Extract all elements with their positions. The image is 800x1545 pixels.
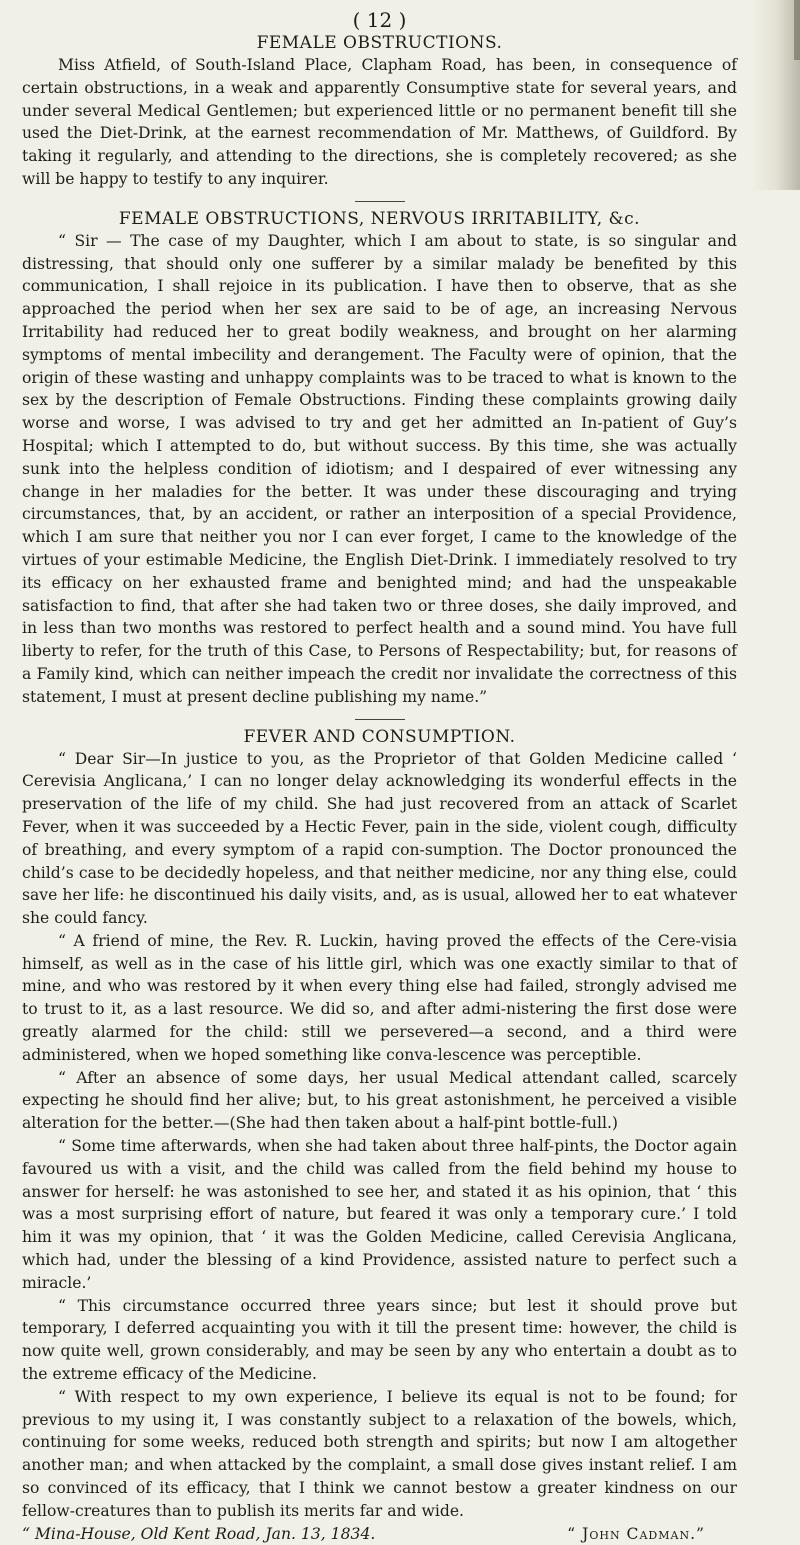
section-heading: FEVER AND CONSUMPTION.: [243, 726, 516, 747]
page-edge-shadow: [752, 0, 800, 190]
paragraph: “ Sir — The case of my Daughter, which I am about to state, is so singular and distressing, that should only one sufferer by a similar malady be benefited by this communication, I shall rejoice in its publication. I have then to observe, that as she approached the period when her sex are said to be of age, an increasing Nervous Irritability had reduced her to great bodily weakness, and brought on her alarming symptoms of mental imbecility and derangement. The Faculty were of opinion, that the origin of these wasting and unhappy complaints was to be traced to what is known to the sex by the description of Female Obstructions. Finding these complaints growing daily worse and worse, I was advised to try and get her admitted an In-patient of Guy’s Hospital; which I attempted to do, but without success. By this time, she was actually sunk into the helpless condition of idiotism; and I despaired of ever witnessing any change in her maladies for the better. It was under these discouraging and trying circumstances, that, by an accident, or rather an interposition of a special Providence, which I am sure that neither you nor I can ever forget, I came to the knowledge of the virtues of your estimable Medicine, the English Diet-Drink. I immediately resolved to try its efficacy on her exhausted frame and benighted mind; and had the unspeakable satisfaction to find, that after she had taken two or three doses, she daily improved, and in less than two months was restored to perfect health and a sound mind. You have full liberty to refer, for the truth of this Case, to Persons of Respectability; but, for reasons of a Family kind, which can neither impeach the credit nor invalidate the correctness of this statement, I must at present decline publishing my name.”: [22, 231, 737, 706]
signature-place-date: “ Mina-House, Old Kent Road, Jan. 13, 1834.: [22, 1524, 376, 1543]
divider: [355, 201, 405, 202]
signature-name: “ John Cadman.”: [567, 1524, 705, 1543]
section-female-obstructions: [22, 32, 737, 191]
paragraph: “ A friend of mine, the Rev. R. Luckin, having proved the effects of the Cere-visia himself, as well as in the case of his little girl, which was one exactly similar to that of mine, and who was restored by it when every thing else had failed, strongly advised me to trust to it, as a last resource. We did so, and after admi-nistering the first dose were greatly alarmed for the child: still we persevered—a second, and a third were administered, when we hoped something like conva-lescence was perceptible.: [22, 931, 737, 1064]
divider: [355, 719, 405, 720]
page-edge-line: [794, 0, 800, 60]
paragraph: “ With respect to my own experience, I believe its equal is not to be found; for previous to my using it, I was constantly subject to a relaxation of the bowels, which, continuing for some weeks, reduced both strength and spirits; but now I am altogether another man; and when attacked by the complaint, a small dose gives instant relief. I am so convinced of its efficacy, that I think we cannot bestow a greater kindness on our fellow-creatures than to publish its merits far and wide.: [22, 1387, 737, 1520]
paragraph: “ This circumstance occurred three years since; but lest it should prove but temporary, I deferred acquainting you with it till the present time: however, the child is now quite well, grown considerably, and may be seen by any who entertain a doubt as to the extreme efficacy of the Medicine.: [22, 1296, 737, 1384]
document-page: [22, 8, 737, 1545]
paragraph: “ After an absence of some days, her usual Medical attendant called, scarcely expecting he should find her alive; but, to his great astonishment, he perceived a visible alteration for the better.—(She had then taken about a half-pint bottle-full.): [22, 1068, 737, 1133]
section-fever-consumption: [22, 726, 737, 1545]
signature-line: [22, 1523, 737, 1545]
section-nervous-irritability: [22, 208, 737, 709]
paragraph: “ Some time afterwards, when she had taken about three half-pints, the Doctor again favoured us with a visit, and the child was called from the field behind my house to answer for herself: he was astonished to see her, and stated it as his opinion, that ‘ this was a most surprising effort of nature, but feared it was only a temporary cure.’ I told him it was my opinion, that ‘ it was the Golden Medicine, called Cerevisia Anglicana, which had, under the blessing of a kind Providence, assisted nature to perfect such a miracle.’: [22, 1137, 737, 1292]
section-heading: FEMALE OBSTRUCTIONS, NERVOUS IRRITABILITY, &c.: [118, 208, 641, 229]
section-heading: FEMALE OBSTRUCTIONS.: [256, 33, 503, 53]
paragraph: Miss Atfield, of South-Island Place, Clapham Road, has been, in consequence of certain obstructions, in a weak and apparently Consumptive state for several years, and under several Medical Gentlemen; but experienced little or no permanent benefit till she used the Diet-Drink, at the earnest recommendation of Mr. Matthews, of Guildford. By taking it regularly, and attending to the directions, she is completely recovered; as she will be happy to testify to any inquirer.: [22, 56, 737, 188]
paragraph: “ Dear Sir—In justice to you, as the Proprietor of that Golden Medicine called ‘ Cerevisia Anglicana,’ I can no longer delay acknowledging its wonderful effects in the preservation of the life of my child. She had just recovered from an attack of Scarlet Fever, when it was succeeded by a Hectic Fever, pain in the side, violent cough, difficulty of breathing, and every symptom of a rapid con-sumption. The Doctor pronounced the child’s case to be decidedly hopeless, and that neither medicine, nor any thing else, could save her life: he discontinued his daily visits, and, as is usual, allowed her to eat whatever she could fancy.: [22, 749, 737, 928]
page-number: ( 12 ): [352, 8, 407, 32]
